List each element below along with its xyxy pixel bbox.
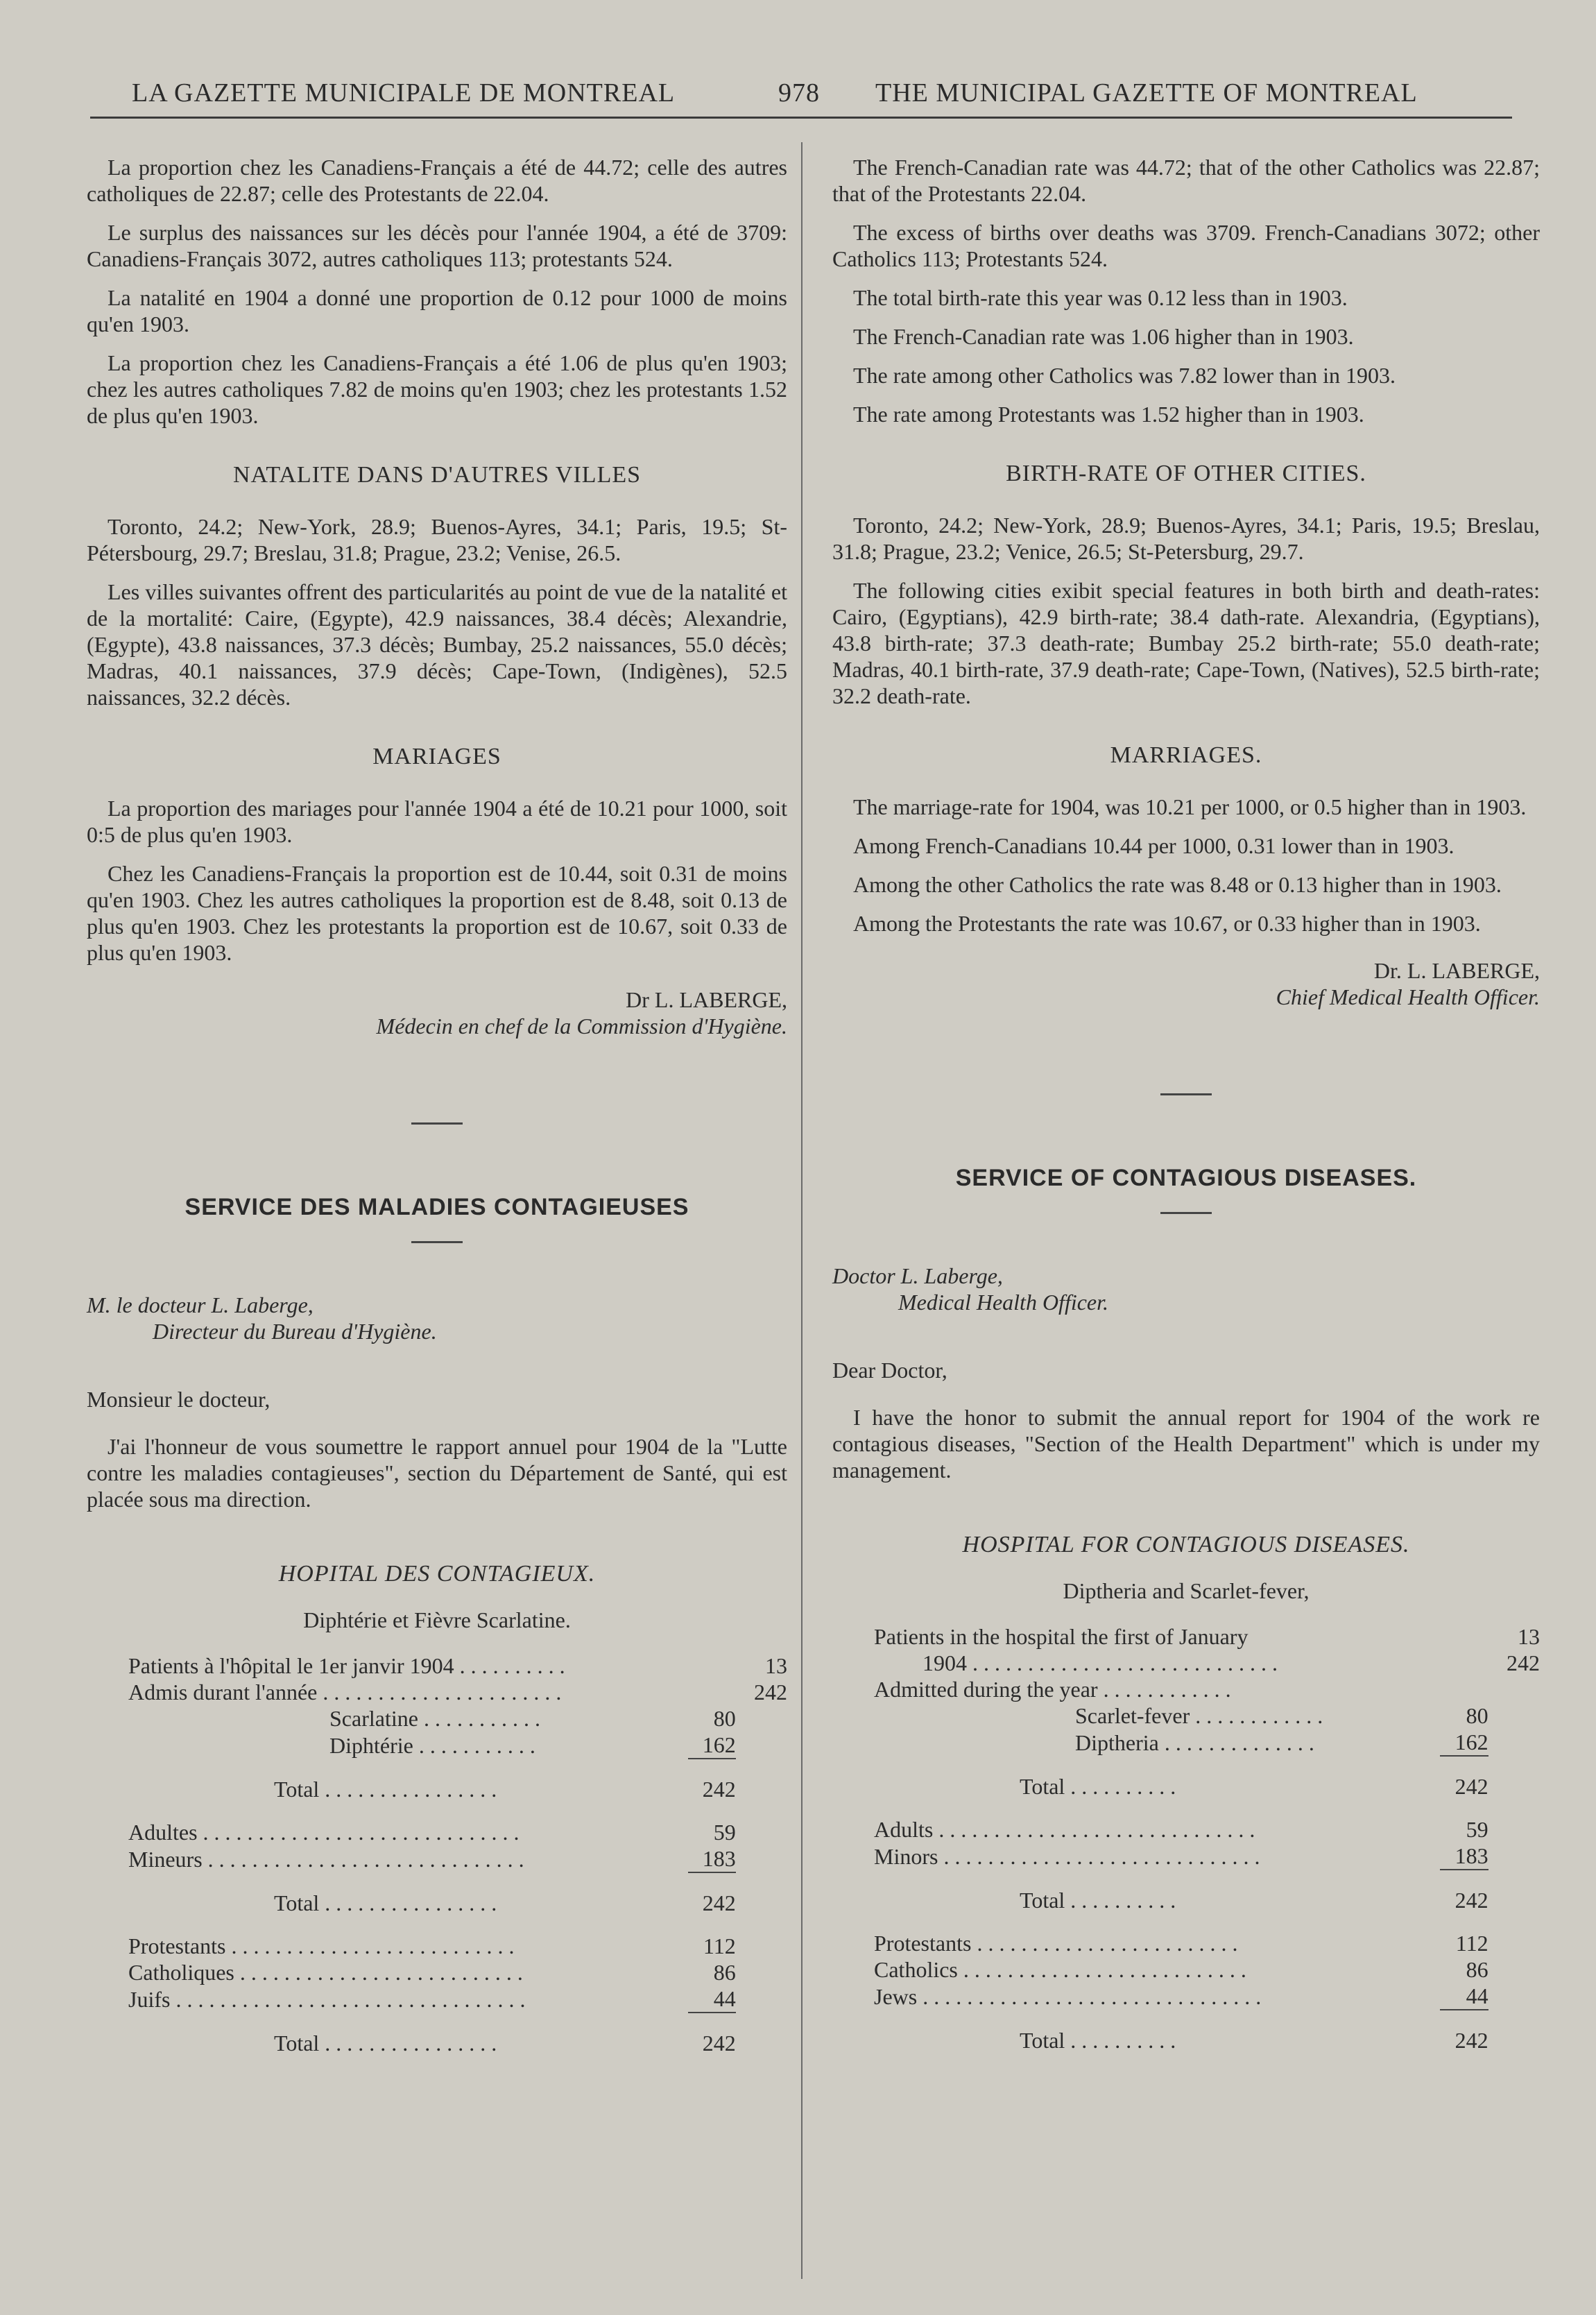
header-rule [90,117,1512,119]
header-right: THE MUNICIPAL GAZETTE OF MONTREAL [875,78,1418,108]
table-row: Scarlet-fever . . . . . . . . . . . . 80 [1075,1703,1488,1728]
fr-para-2: Le surplus des naissances sur les décès pour l'année 1904, a été de 3709: Canadiens-Français 3072, autres catholiques 113; protestants 524. [87,220,787,271]
table-row: Total . . . . . . . . . . 242 [874,2010,1540,2053]
column-divider [801,142,803,2279]
fr-address-title: Directeur du Bureau d'Hygiène. [153,1319,437,1344]
table-row: Juifs . . . . . . . . . . . . . . . . . . . . . . . . . . . . . . . . 44 [128,1986,736,2012]
fr-hospital-title: HOPITAL DES CONTAGIEUX. [278,1561,596,1587]
fr-hospital-table [128,1652,787,2056]
table-row: Total . . . . . . . . . . 242 [874,1870,1540,1913]
table-row: Minors . . . . . . . . . . . . . . . . . . . . . . . . . . . . . 183 [874,1843,1488,1869]
en-marriages-para-3: Among the other Catholics the rate was 8.48 or 0.13 higher than in 1903. [853,872,1502,897]
fr-natalite-para-1: Toronto, 24.2; New-York, 28.9; Buenos-Ayres, 34.1; Paris, 19.5; St-Pétersbourg, 29.7; Breslau, 31.8; Prague, 23.2; Venise, 26.5. [87,514,787,565]
fr-para-1: La proportion chez les Canadiens-Français a été de 44.72; celle des autres catholiques de 22.87; celle des Protestants de 22.04. [87,155,787,206]
en-marriages-para-1: The marriage-rate for 1904, was 10.21 per 1000, or 0.5 higher than in 1903. [853,794,1527,819]
fr-natalite-para-2: Les villes suivantes offrent des particularités au point de vue de la natalité et de la mortalité: Caire, (Egypte), 42.9 naissances, 38.4 décès; Alexandrie, (Egypte), 43.8 naissances, 37.3 décès; Bumbay, 25.2 naissances, 55.0 décès; Madras, 40.1 naissances, 37.9 décès; Cape-Town, (Indigènes), 52.5 naissances, 32.2 décès. [87,579,787,710]
en-divider-2 [1160,1212,1212,1214]
en-birth-para-1: Toronto, 24.2; New-York, 28.9; Buenos-Ayres, 34.1; Paris, 19.5; Breslau, 31.8; Prague, 23.2; Venice, 26.5; St-Petersburg, 29.7. [832,513,1540,564]
en-para-6: The rate among Protestants was 1.52 higher than in 1903. [853,402,1364,427]
fr-address-name: M. le docteur L. Laberge, [87,1292,314,1317]
page-number: 978 [778,78,820,108]
en-birth-title: BIRTH-RATE OF OTHER CITIES. [1006,461,1366,486]
table-row: Patients à l'hôpital le 1er janvir 1904 . . . . . . . . . . 13 [128,1653,787,1678]
table-row: Adultes . . . . . . . . . . . . . . . . . . . . . . . . . . . . . 59 [128,1820,736,1845]
fr-salutation: Monsieur le docteur, [87,1387,271,1412]
header-left: LA GAZETTE MUNICIPALE DE MONTREAL [132,78,676,108]
table-row: Jews . . . . . . . . . . . . . . . . . . . . . . . . . . . . . . . 44 [874,1983,1488,2009]
french-column [87,154,787,2056]
table-row: 1904 . . . . . . . . . . . . . . . . . . . . . . . . . . . . 242 [923,1650,1540,1675]
table-row: Total . . . . . . . . . . . . . . . . 242 [128,2013,787,2056]
en-para-5: The rate among other Catholics was 7.82 lower than in 1903. [853,363,1396,388]
en-signature-title: Chief Medical Health Officer. [1276,984,1540,1009]
en-marriages-para-4: Among the Protestants the rate was 10.67, or 0.33 higher than in 1903. [853,911,1481,936]
en-para-3: The total birth-rate this year was 0.12 less than in 1903. [853,285,1348,310]
english-column [832,154,1540,2053]
table-row: Protestants . . . . . . . . . . . . . . . . . . . . . . . . 112 [874,1931,1488,1956]
en-signature: Dr. L. LABERGE, [1373,958,1540,983]
fr-para-3: La natalité en 1904 a donné une proportion de 0.12 pour 1000 de moins qu'en 1903. [87,285,787,336]
en-address-name: Doctor L. Laberge, [832,1263,1003,1288]
en-hospital-table [874,1623,1540,2053]
table-row: Admitted during the year . . . . . . . . . . . . [874,1677,1231,1702]
en-service-title: SERVICE OF CONTAGIOUS DISEASES. [955,1165,1417,1191]
table-row: Total . . . . . . . . . . . . . . . . 242 [128,1759,787,1802]
en-divider-1 [1160,1093,1212,1095]
fr-divider-2 [411,1241,463,1243]
en-para-4: The French-Canadian rate was 1.06 higher than in 1903. [853,324,1354,349]
table-row: Admis durant l'année . . . . . . . . . . . . . . . . . . . . . . 242 [128,1680,787,1705]
fr-hospital-subtitle: Diphtérie et Fièvre Scarlatine. [303,1607,571,1632]
fr-mariages-title: MARIAGES [372,744,501,769]
table-row: Scarlatine . . . . . . . . . . . 80 [329,1706,736,1731]
fr-natalite-title: NATALITE DANS D'AUTRES VILLES [232,462,642,488]
table-row: Catholiques . . . . . . . . . . . . . . . . . . . . . . . . . . 86 [128,1960,736,1985]
fr-divider-1 [411,1122,463,1125]
fr-signature: Dr L. LABERGE, [626,987,787,1012]
table-row: Catholics . . . . . . . . . . . . . . . . . . . . . . . . . . 86 [874,1957,1488,1982]
en-salutation: Dear Doctor, [832,1358,947,1383]
fr-signature-title: Médecin en chef de la Commission d'Hygiène. [376,1014,787,1039]
fr-mariages-para-1: La proportion des mariages pour l'année 1904 a été de 10.21 pour 1000, soit 0:5 de plus qu'en 1903. [87,796,787,847]
table-row: Mineurs . . . . . . . . . . . . . . . . . . . . . . . . . . . . . 183 [128,1846,736,1872]
en-address-title: Medical Health Officer. [898,1290,1109,1315]
fr-letter: J'ai l'honneur de vous soumettre le rapport annuel pour 1904 de la "Lutte contre les maladies contagieuses", section du Département de Santé, qui est placée sous ma direction. [87,1434,787,1512]
en-letter: I have the honor to submit the annual report for 1904 of the work re contagious diseases, "Section of the Health Department" which is under my management. [832,1405,1540,1483]
table-row: Patients in the hospital the first of January 13 [874,1624,1540,1649]
table-row: Total . . . . . . . . . . 242 [874,1756,1540,1800]
en-birth-para-2: The following cities exibit special features in both birth and death-rates: Cairo, (Egyptians), 42.9 birth-rate; 38.4 dath-rate. Alexandria, (Egyptians), 43.8 birth-rate; 37.3 death-rate; Bumbay 25.2 birth-rate; 55.0 death-rate; Madras, 40.1 birth-rate, 37.9 death-rate; Cape-Town, (Natives), 52.5 birth-rate; 32.2 death-rate. [832,578,1540,708]
en-para-1: The French-Canadian rate was 44.72; that of the other Catholics was 22.87; that of the Protestants 22.04. [832,155,1540,206]
table-row: Adults . . . . . . . . . . . . . . . . . . . . . . . . . . . . . 59 [874,1817,1488,1842]
table-row: Diphtérie . . . . . . . . . . . 162 [329,1732,736,1758]
en-marriages-para-2: Among French-Canadians 10.44 per 1000, 0.31 lower than in 1903. [853,833,1455,858]
table-row: Total . . . . . . . . . . . . . . . . 242 [128,1872,787,1916]
fr-mariages-para-2: Chez les Canadiens-Français la proportion est de 10.44, soit 0.31 de moins qu'en 1903. Chez les autres catholiques la proportion est de 8.48, soit 0.13 de plus qu'en 1903. Chez les protestants la proportion est de 10.67, soit 0.33 de plus qu'en 1903. [87,861,787,965]
en-hospital-subtitle: Diptheria and Scarlet-fever, [1063,1578,1310,1603]
fr-para-4: La proportion chez les Canadiens-Français a été 1.06 de plus qu'en 1903; chez les autres catholiques 7.82 de moins qu'en 1903; chez les protestants 1.52 de plus qu'en 1903. [87,350,787,428]
table-row: Protestants . . . . . . . . . . . . . . . . . . . . . . . . . . 112 [128,1933,736,1958]
table-row: Diptheria . . . . . . . . . . . . . . 162 [1075,1729,1488,1755]
en-marriages-title: MARRIAGES. [1110,742,1262,768]
fr-service-title: SERVICE DES MALADIES CONTAGIEUSES [185,1194,689,1220]
en-hospital-title: HOSPITAL FOR CONTAGIOUS DISEASES. [962,1532,1410,1557]
en-para-2: The excess of births over deaths was 3709. French-Canadians 3072; other Catholics 113; Protestants 524. [832,220,1540,271]
